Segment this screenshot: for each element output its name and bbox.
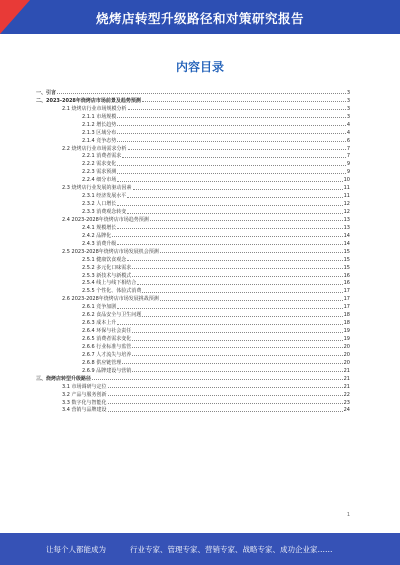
toc-leader-dots <box>132 347 342 348</box>
toc-entry-page: 12 <box>343 201 350 208</box>
toc-entry[interactable] <box>36 271 350 279</box>
toc-leader-dots <box>132 332 342 333</box>
toc-entry-label: 2.3.1 经济发展水平 <box>82 193 127 200</box>
toc-leader-dots <box>128 149 346 150</box>
toc-entry[interactable] <box>36 247 350 255</box>
toc-entry[interactable] <box>36 191 350 199</box>
toc-entry-page: 16 <box>343 272 350 279</box>
toc-leader-dots <box>108 411 343 412</box>
toc-entry-page: 9 <box>346 161 350 168</box>
toc-entry-page: 12 <box>343 209 350 215</box>
toc-entry-page: 4 <box>346 121 350 128</box>
toc-entry-page: 17 <box>343 288 350 295</box>
toc-entry[interactable] <box>36 342 350 350</box>
toc-entry[interactable] <box>36 390 350 398</box>
toc-entry[interactable] <box>36 263 350 271</box>
toc-entry-page: 3 <box>346 89 350 96</box>
toc-entry-page: 13 <box>343 224 350 231</box>
toc-entry-label: 2.6.9 品牌建设与营销 <box>82 367 132 374</box>
toc-entry[interactable] <box>36 144 350 152</box>
toc-entry[interactable] <box>36 223 350 231</box>
toc-entry[interactable] <box>36 366 350 374</box>
toc-entry-page: 11 <box>343 185 350 192</box>
toc-entry-page: 13 <box>343 216 350 223</box>
toc-entry-label: 2.1 烧烤店行业市场规模分析 <box>62 105 127 112</box>
toc-leader-dots <box>117 125 346 126</box>
toc-leader-dots <box>108 395 343 396</box>
toc-leader-dots <box>132 276 342 277</box>
toc-entry-page: 14 <box>343 232 350 239</box>
toc-heading: 内容目录 <box>175 60 224 74</box>
toc-entry-page: 3 <box>346 113 350 120</box>
footer-roles: 行业专家、管理专家、营销专家、战略专家、成功企业家…… <box>130 545 333 554</box>
toc-entry[interactable] <box>36 310 350 318</box>
toc-leader-dots <box>142 316 342 317</box>
toc-entry-label: 一、引言 <box>36 89 57 96</box>
toc-leader-dots <box>108 403 343 404</box>
toc-entry[interactable] <box>36 406 350 414</box>
toc-entry-label: 2.4.3 消费升级 <box>82 240 117 247</box>
toc-entry-label: 2.5.2 多元化口味需求 <box>82 264 132 271</box>
toc-entry-label: 2.6.8 供应链管理 <box>82 359 122 366</box>
toc-entry[interactable] <box>36 159 350 167</box>
toc-leader-dots <box>117 205 342 206</box>
toc-leader-dots <box>117 173 346 174</box>
toc-entry[interactable] <box>36 350 350 358</box>
toc-entry[interactable] <box>36 152 350 160</box>
toc-leader-dots <box>160 300 343 301</box>
toc-entry-page: 21 <box>343 367 350 374</box>
toc-entry-label: 三、烧烤店转型升级路径 <box>36 375 92 382</box>
toc-leader-dots <box>142 292 342 293</box>
toc-entry-label: 2.1.3 区域分布 <box>82 129 117 136</box>
toc-entry-label: 2.1.1 市场规模 <box>82 113 117 120</box>
toc-entry-label: 2.6.5 消费者需求变化 <box>82 336 132 342</box>
toc-entry-page: 14 <box>343 240 350 247</box>
toc-entry[interactable] <box>36 382 350 390</box>
toc-leader-dots <box>117 181 342 182</box>
toc-entry-label: 2.6.1 竞争加剧 <box>82 304 117 311</box>
toc-entry-page: 20 <box>343 343 350 350</box>
toc-entry-page: 7 <box>346 145 350 152</box>
toc-entry[interactable] <box>36 207 350 215</box>
toc-entry[interactable] <box>36 120 350 128</box>
toc-leader-dots <box>128 109 346 110</box>
toc-entry-page: 4 <box>346 129 350 136</box>
toc-entry[interactable] <box>36 96 350 104</box>
toc-entry-label: 2.5.5 个性化、体验式消费 <box>82 288 142 295</box>
toc-entry-page: 20 <box>343 351 350 358</box>
toc-leader-dots <box>127 260 342 261</box>
toc-entry-label: 3.1 市场调研与定位 <box>62 383 107 390</box>
toc-leader-dots <box>132 371 342 372</box>
toc-leader-dots <box>150 220 343 221</box>
toc-leader-dots <box>137 284 342 285</box>
toc-leader-dots <box>117 324 342 325</box>
toc-entry-page: 22 <box>343 391 350 398</box>
toc-entry-label: 2.6.4 环保与社会责任 <box>82 328 132 335</box>
toc-entry[interactable] <box>36 215 350 223</box>
toc-leader-dots <box>160 252 343 253</box>
toc-entry[interactable] <box>36 239 350 247</box>
toc-leader-dots <box>127 213 342 214</box>
toc-entry[interactable] <box>36 136 350 144</box>
toc-leader-dots <box>132 268 342 269</box>
toc-entry-page: 3 <box>346 105 350 112</box>
toc-entry[interactable] <box>36 183 350 191</box>
report-title: 烧烤店转型升级路径和对策研究报告 <box>95 11 304 26</box>
toc-entry-label: 2.5.1 健康饮食观念 <box>82 256 127 263</box>
toc-entry[interactable] <box>36 112 350 120</box>
toc-entry-page: 21 <box>343 375 350 382</box>
toc-entry-label: 2.6 2023-2028年烧烤店市场发展挑战预测 <box>62 296 159 303</box>
toc-entry-page: 10 <box>343 177 350 184</box>
toc-entry-page: 15 <box>343 264 350 271</box>
toc-entry-page: 16 <box>343 280 350 287</box>
toc-entry-label: 2.2.2 需求变化 <box>82 161 117 168</box>
toc-leader-dots <box>92 379 343 380</box>
toc-entry-page: 3 <box>346 97 350 104</box>
toc-entry[interactable] <box>36 318 350 326</box>
toc-entry-label: 2.6.3 成本上升 <box>82 320 117 327</box>
toc-entry[interactable] <box>36 255 350 263</box>
toc-entry-label: 2.3 烧烤店行业发展的驱动因素 <box>62 185 132 192</box>
toc-leader-dots <box>108 387 343 388</box>
toc-leader-dots <box>117 133 346 134</box>
toc-entry[interactable] <box>36 326 350 334</box>
toc-leader-dots <box>122 363 342 364</box>
toc-entry-label: 2.6.6 行业标准与监管 <box>82 343 132 350</box>
toc-entry-label: 3.2 产品与服务创新 <box>62 391 107 398</box>
toc-leader-dots <box>117 165 346 166</box>
toc-entry[interactable] <box>36 128 350 136</box>
toc-entry-label: 2.4 2023-2028年烧烤店市场趋势预测 <box>62 216 149 223</box>
toc-entry-label: 2.3.3 消费观念转变 <box>82 209 127 215</box>
toc-entry[interactable] <box>36 374 350 382</box>
toc-entry-label: 2.3.2 人口增长 <box>82 201 117 208</box>
toc-entry-page: 18 <box>343 320 350 327</box>
toc-entry[interactable] <box>36 167 350 175</box>
toc-entry-label: 2.6.2 食品安全与卫生问题 <box>82 312 142 319</box>
toc-entry-page: 23 <box>343 399 350 406</box>
toc-entry[interactable] <box>36 199 350 207</box>
toc-entry[interactable] <box>36 334 350 342</box>
toc-leader-dots <box>112 236 342 237</box>
toc-entry-label: 3.4 营销与品牌建设 <box>62 407 107 414</box>
toc-entry-label: 2.1.2 增长趋势 <box>82 121 117 128</box>
toc-leader-dots <box>117 244 342 245</box>
page-number: 1 <box>346 512 350 518</box>
toc-entry[interactable] <box>36 302 350 310</box>
toc-entry-page: 19 <box>343 328 350 335</box>
toc-entry-page: 7 <box>346 153 350 160</box>
toc-entry-label: 2.2.3 需求预测 <box>82 169 117 176</box>
toc-entry-label: 2.2.1 消费者需求 <box>82 153 122 160</box>
toc-leader-dots <box>127 197 342 198</box>
toc-leader-dots <box>142 101 346 102</box>
table-of-contents <box>36 88 350 413</box>
toc-leader-dots <box>133 189 343 190</box>
toc-entry[interactable] <box>36 175 350 183</box>
toc-entry-page: 17 <box>343 304 350 311</box>
toc-entry-label: 2.2 烧烤店行业市场需求分析 <box>62 145 127 152</box>
toc-entry-label: 2.1.4 竞争态势 <box>82 137 117 144</box>
toc-entry-page: 17 <box>343 296 350 303</box>
toc-entry-label: 2.5.3 新技术与新模式 <box>82 272 132 279</box>
toc-entry-page: 18 <box>343 312 350 319</box>
toc-entry-label: 2.5.4 线上与线下相结合 <box>82 280 137 287</box>
toc-entry-page: 21 <box>343 383 350 390</box>
toc-leader-dots <box>132 340 342 341</box>
toc-leader-dots <box>122 157 346 158</box>
toc-entry-page: 24 <box>343 407 350 414</box>
toc-leader-dots <box>117 141 346 142</box>
toc-entry-label: 2.2.4 细分市场 <box>82 177 117 184</box>
toc-entry-page: 9 <box>346 169 350 176</box>
toc-entry[interactable] <box>36 279 350 287</box>
toc-entry-page: 11 <box>343 193 350 200</box>
toc-entry[interactable] <box>36 398 350 406</box>
toc-entry-label: 3.3 数字化与智能化 <box>62 399 107 406</box>
toc-leader-dots <box>132 355 342 356</box>
toc-entry[interactable] <box>36 358 350 366</box>
toc-entry-page: 15 <box>343 248 350 255</box>
toc-entry-label: 2.4.1 规模增长 <box>82 224 117 231</box>
footer-banner <box>0 533 400 565</box>
toc-entry-page: 19 <box>343 336 350 342</box>
toc-leader-dots <box>117 117 346 118</box>
toc-entry[interactable] <box>36 294 350 302</box>
toc-entry-label: 二、2023-2028年烧烤店市场前景及趋势预测 <box>36 97 141 104</box>
footer-slogan: 让每个人都能成为 <box>46 545 106 554</box>
toc-entry-label: 2.6.7 人才流失与培养 <box>82 351 132 358</box>
toc-entry-label: 2.5 2023-2028年烧烤店市场发展机会预测 <box>62 248 159 255</box>
toc-entry[interactable] <box>36 88 350 96</box>
toc-entry[interactable] <box>36 231 350 239</box>
toc-leader-dots <box>117 228 342 229</box>
toc-entry-label: 2.4.2 品牌化 <box>82 232 112 239</box>
report-header <box>0 0 400 34</box>
toc-entry-page: 6 <box>346 137 350 144</box>
toc-leader-dots <box>117 308 342 309</box>
toc-entry[interactable] <box>36 104 350 112</box>
toc-entry[interactable] <box>36 286 350 294</box>
toc-leader-dots <box>57 93 346 94</box>
toc-entry-page: 20 <box>343 359 350 366</box>
toc-entry-page: 15 <box>343 256 350 263</box>
